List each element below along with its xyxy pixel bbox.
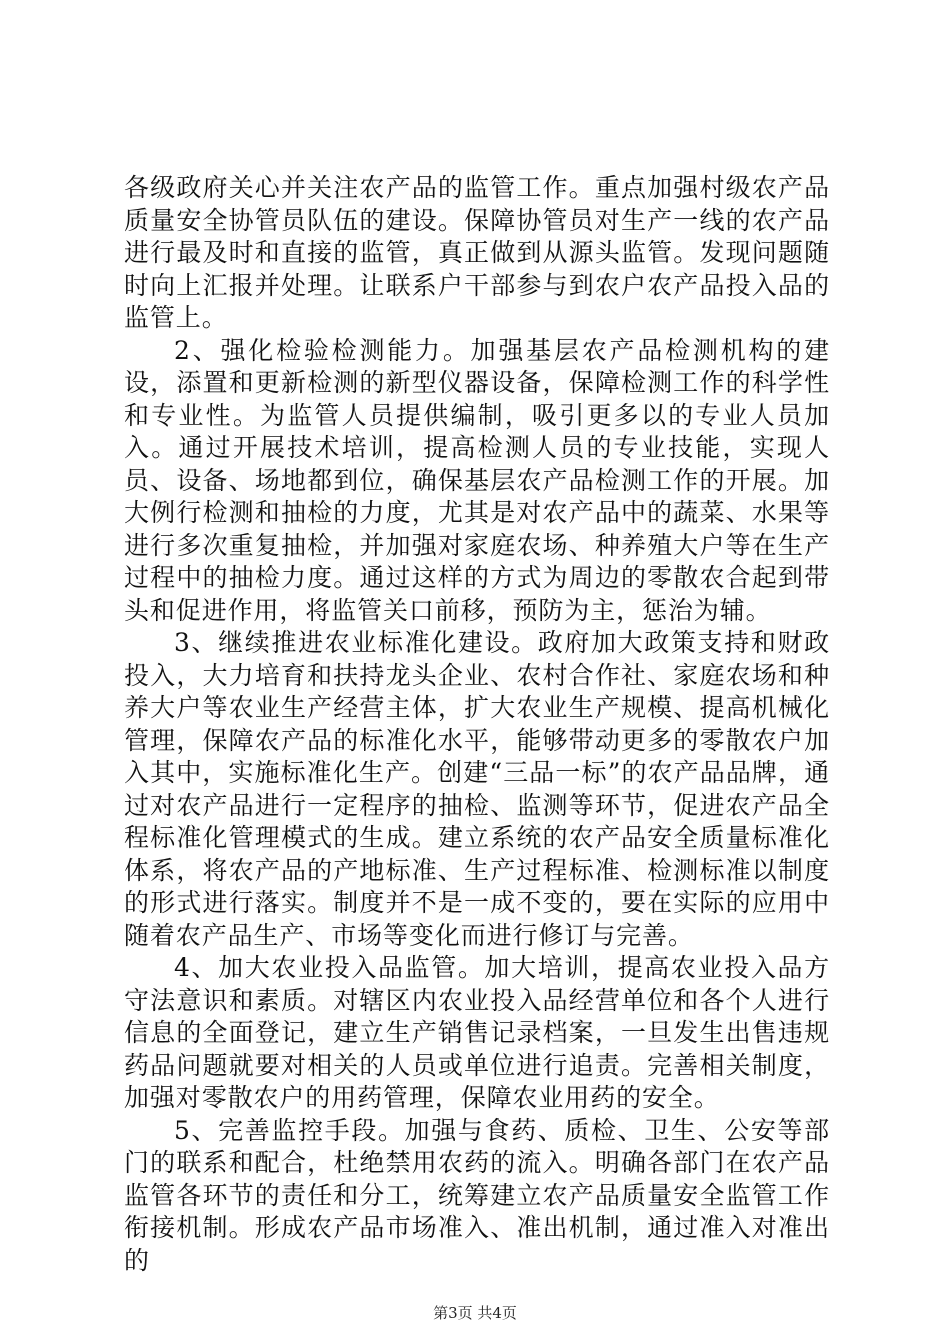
paragraph-2-inspection-capacity: 2、强化检验检测能力。加强基层农产品检测机构的建设，添置和更新检测的新型仪器设备，保障检测工作的科学性和专业性。为监管人员提供编制，吸引更多以的专业人员加入。通过开展技术培训，提高检测人员的专业技能，实现人员、设备、场地都到位，确保基层农产品检测工作的开展。加大例行检测和抽检的力度，尤其是对农产品中的蔬菜、水果等进行多次重复抽检，并加强对家庭农场、种养殖大户等在生产过程中的抽检力度。通过这样的方式为周边的零散农合起到带头和促进作用，将监管关口前移，预防为主，惩治为辅。 xyxy=(124,335,830,625)
page-number-footer: 第3页 共4页 xyxy=(433,1304,517,1322)
paragraph-3-standardization: 3、继续推进农业标准化建设。政府加大政策支持和财政投入，大力培育和扶持龙头企业、农村合作社、家庭农场和种养大户等农业生产经营主体，扩大农业生产规模、提高机械化管理，保障农产品的标准化水平，能够带动更多的零散农户加入其中，实施标准化生产。创建“三品一标”的农产品品牌，通过对农产品进行一定程序的抽检、监测等环节，促进农产品全程标准化管理模式的生成。建立系统的农产品安全质量标准化体系，将农产品的产地标准、生产过程标准、检测标准以制度的形式进行落实。制度并不是一成不变的，要在实际的应用中随着农产品生产、市场等变化而进行修订与完善。 xyxy=(124,628,830,950)
paragraph-5-monitoring-means: 5、完善监控手段。加强与食药、质检、卫生、公安等部门的联系和配合，杜绝禁用农药的流入。明确各部门在农产品监管各环节的责任和分工，统筹建立农产品质量安全监管工作衔接机制。形成农产品市场准入、准出机制，通过准入对准出的 xyxy=(124,1115,830,1275)
document-body xyxy=(124,172,830,1277)
paragraph-4-input-supervision: 4、加大农业投入品监管。加大培训，提高农业投入品方守法意识和素质。对辖区内农业投入品经营单位和各个人进行信息的全面登记，建立生产销售记录档案，一旦发生出售违规药品问题就要对相关的人员或单位进行追责。完善相关制度，加强对零散农户的用药管理，保障农业用药的安全。 xyxy=(124,953,830,1112)
paragraph-continuation: 各级政府关心并关注农产品的监管工作。重点加强村级农产品质量安全协管员队伍的建设。保障协管员对生产一线的农产品进行最及时和直接的监管，真正做到从源头监管。发现问题随时向上汇报并处理。让联系户干部参与到农户农产品投入品的监管上。 xyxy=(124,173,830,332)
